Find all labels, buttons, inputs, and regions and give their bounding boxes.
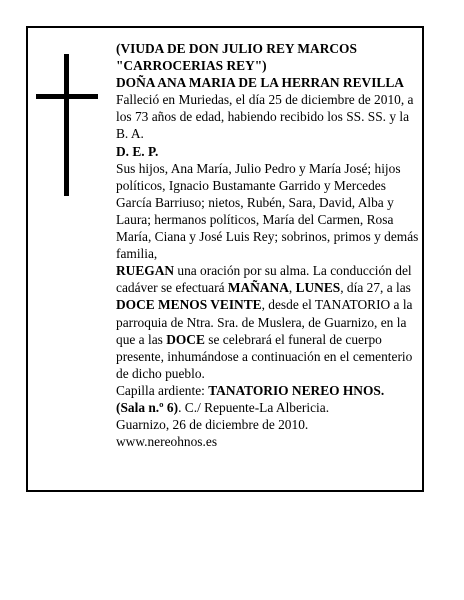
death-info: Falleció en Muriedas, el día 25 de diciembre de 2010, a los 73 años de edad, habiendo recibido los SS. SS. y la B. A. [116, 92, 414, 142]
chapel-line [116, 382, 422, 399]
lunes-word: LUNES [295, 280, 341, 296]
funeral-text: se celebrará el funeral de cuerpo presente, inhumándose a continuación en el cementerio de dicho pueblo. [116, 331, 413, 381]
ceremony-paragraph [116, 262, 422, 382]
website-text: www.nereohnos.es [116, 434, 218, 450]
widow-line-2: "CARROCERIAS REY") [116, 58, 267, 74]
funeral-home-name: TANATORIO NEREO HNOS. [208, 382, 385, 398]
day-text: , día 27, a las [340, 280, 411, 296]
room-number: (Sala n.º 6) [116, 399, 179, 415]
ruegan-word: RUEGAN [116, 263, 175, 279]
address-line [116, 399, 422, 416]
place-date: Guarnizo, 26 de diciembre de 2010. [116, 417, 309, 433]
manana-word: MAÑANA [227, 280, 289, 296]
obituary-text [116, 40, 422, 450]
hour-text: DOCE MENOS VEINTE [116, 297, 262, 313]
cross-icon [36, 54, 98, 196]
family-list: Sus hijos, Ana María, Julio Pedro y María José; hijos políticos, Ignacio Bustamante Garrido y Mercedes García Barriuso; nietos, Rubén, Sara, David, Alba y Laura; hermanos políticos, María del Carmen, Rosa María, Ciana y José Luis Rey; sobrinos, primos y demás familia, [116, 160, 419, 262]
chapel-label: Capilla ardiente: [116, 382, 209, 398]
ruegan-text: una oración por su alma. La conducción del cadáver se efectuará [116, 263, 412, 296]
dep-line: D. E. P. [116, 143, 159, 159]
deceased-name: DOÑA ANA MARIA DE LA HERRAN REVILLA [116, 75, 404, 91]
route-text: , desde el TANATORIO a la parroquia de Ntra. Sra. de Muslera, de Guarnizo, en la que a las [116, 297, 413, 347]
cross-vertical-bar [64, 54, 69, 196]
funeral-hour: DOCE [166, 331, 205, 347]
street-address: . C./ Repuente-La Albericia. [178, 399, 330, 415]
comma-separator: , [288, 280, 296, 296]
cross-horizontal-bar [36, 94, 98, 99]
widow-line-1: (VIUDA DE DON JULIO REY MARCOS [116, 41, 357, 56]
